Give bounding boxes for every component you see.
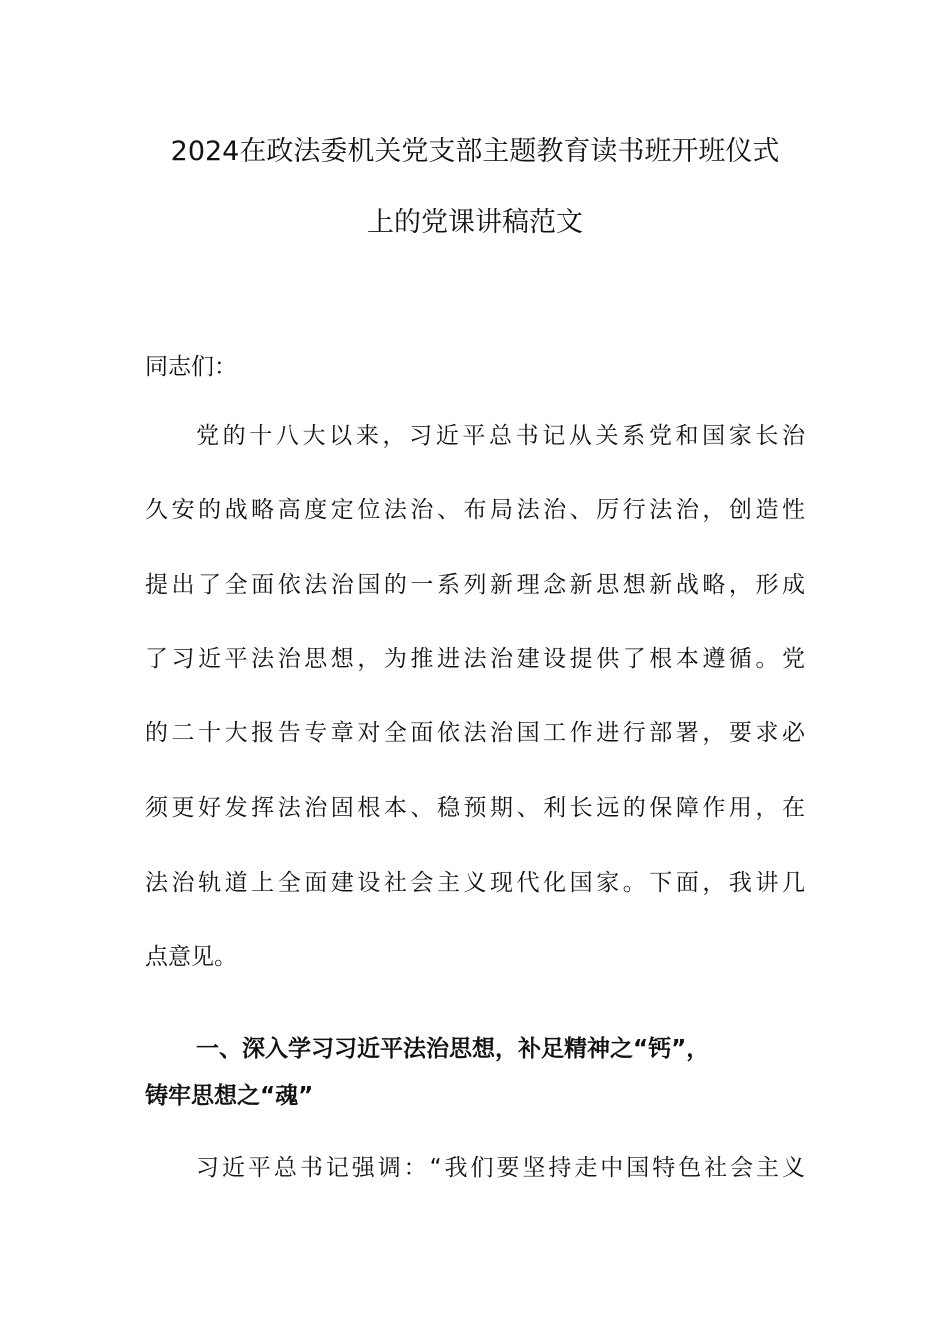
paragraph-line: 的二十大报告专章对全面依法治国工作进行部署，要求必: [145, 720, 805, 746]
paragraph-line: 提出了全面依法治国的一系列新理念新思想新战略，形成: [145, 572, 805, 598]
salutation: 同志们：: [145, 354, 237, 380]
paragraph-line: 了习近平法治思想，为推进法治建设提供了根本遵循。党: [145, 646, 805, 672]
paragraph-line: 法治轨道上全面建设社会主义现代化国家。下面，我讲几: [145, 870, 805, 896]
document-title-line-1: 2024在政法委机关党支部主题教育读书班开班仪式: [170, 136, 780, 167]
paragraph-line: 习近平总书记强调：“我们要坚持走中国特色社会主义: [196, 1155, 805, 1181]
paragraph-line: 党的十八大以来，习近平总书记从关系党和国家长治: [196, 423, 805, 449]
section-heading-line: 一、深入学习习近平法治思想，补足精神之“钙”，: [196, 1036, 710, 1062]
paragraph-line: 点意见。: [145, 944, 237, 970]
document-title-line-2: 上的党课讲稿范文: [367, 207, 583, 238]
paragraph-line: 久安的战略高度定位法治、布局法治、厉行法治，创造性: [145, 497, 805, 523]
paragraph-line: 须更好发挥法治固根本、稳预期、利长远的保障作用，在: [145, 795, 805, 821]
section-heading-line: 铸牢思想之“魂”: [145, 1083, 314, 1109]
